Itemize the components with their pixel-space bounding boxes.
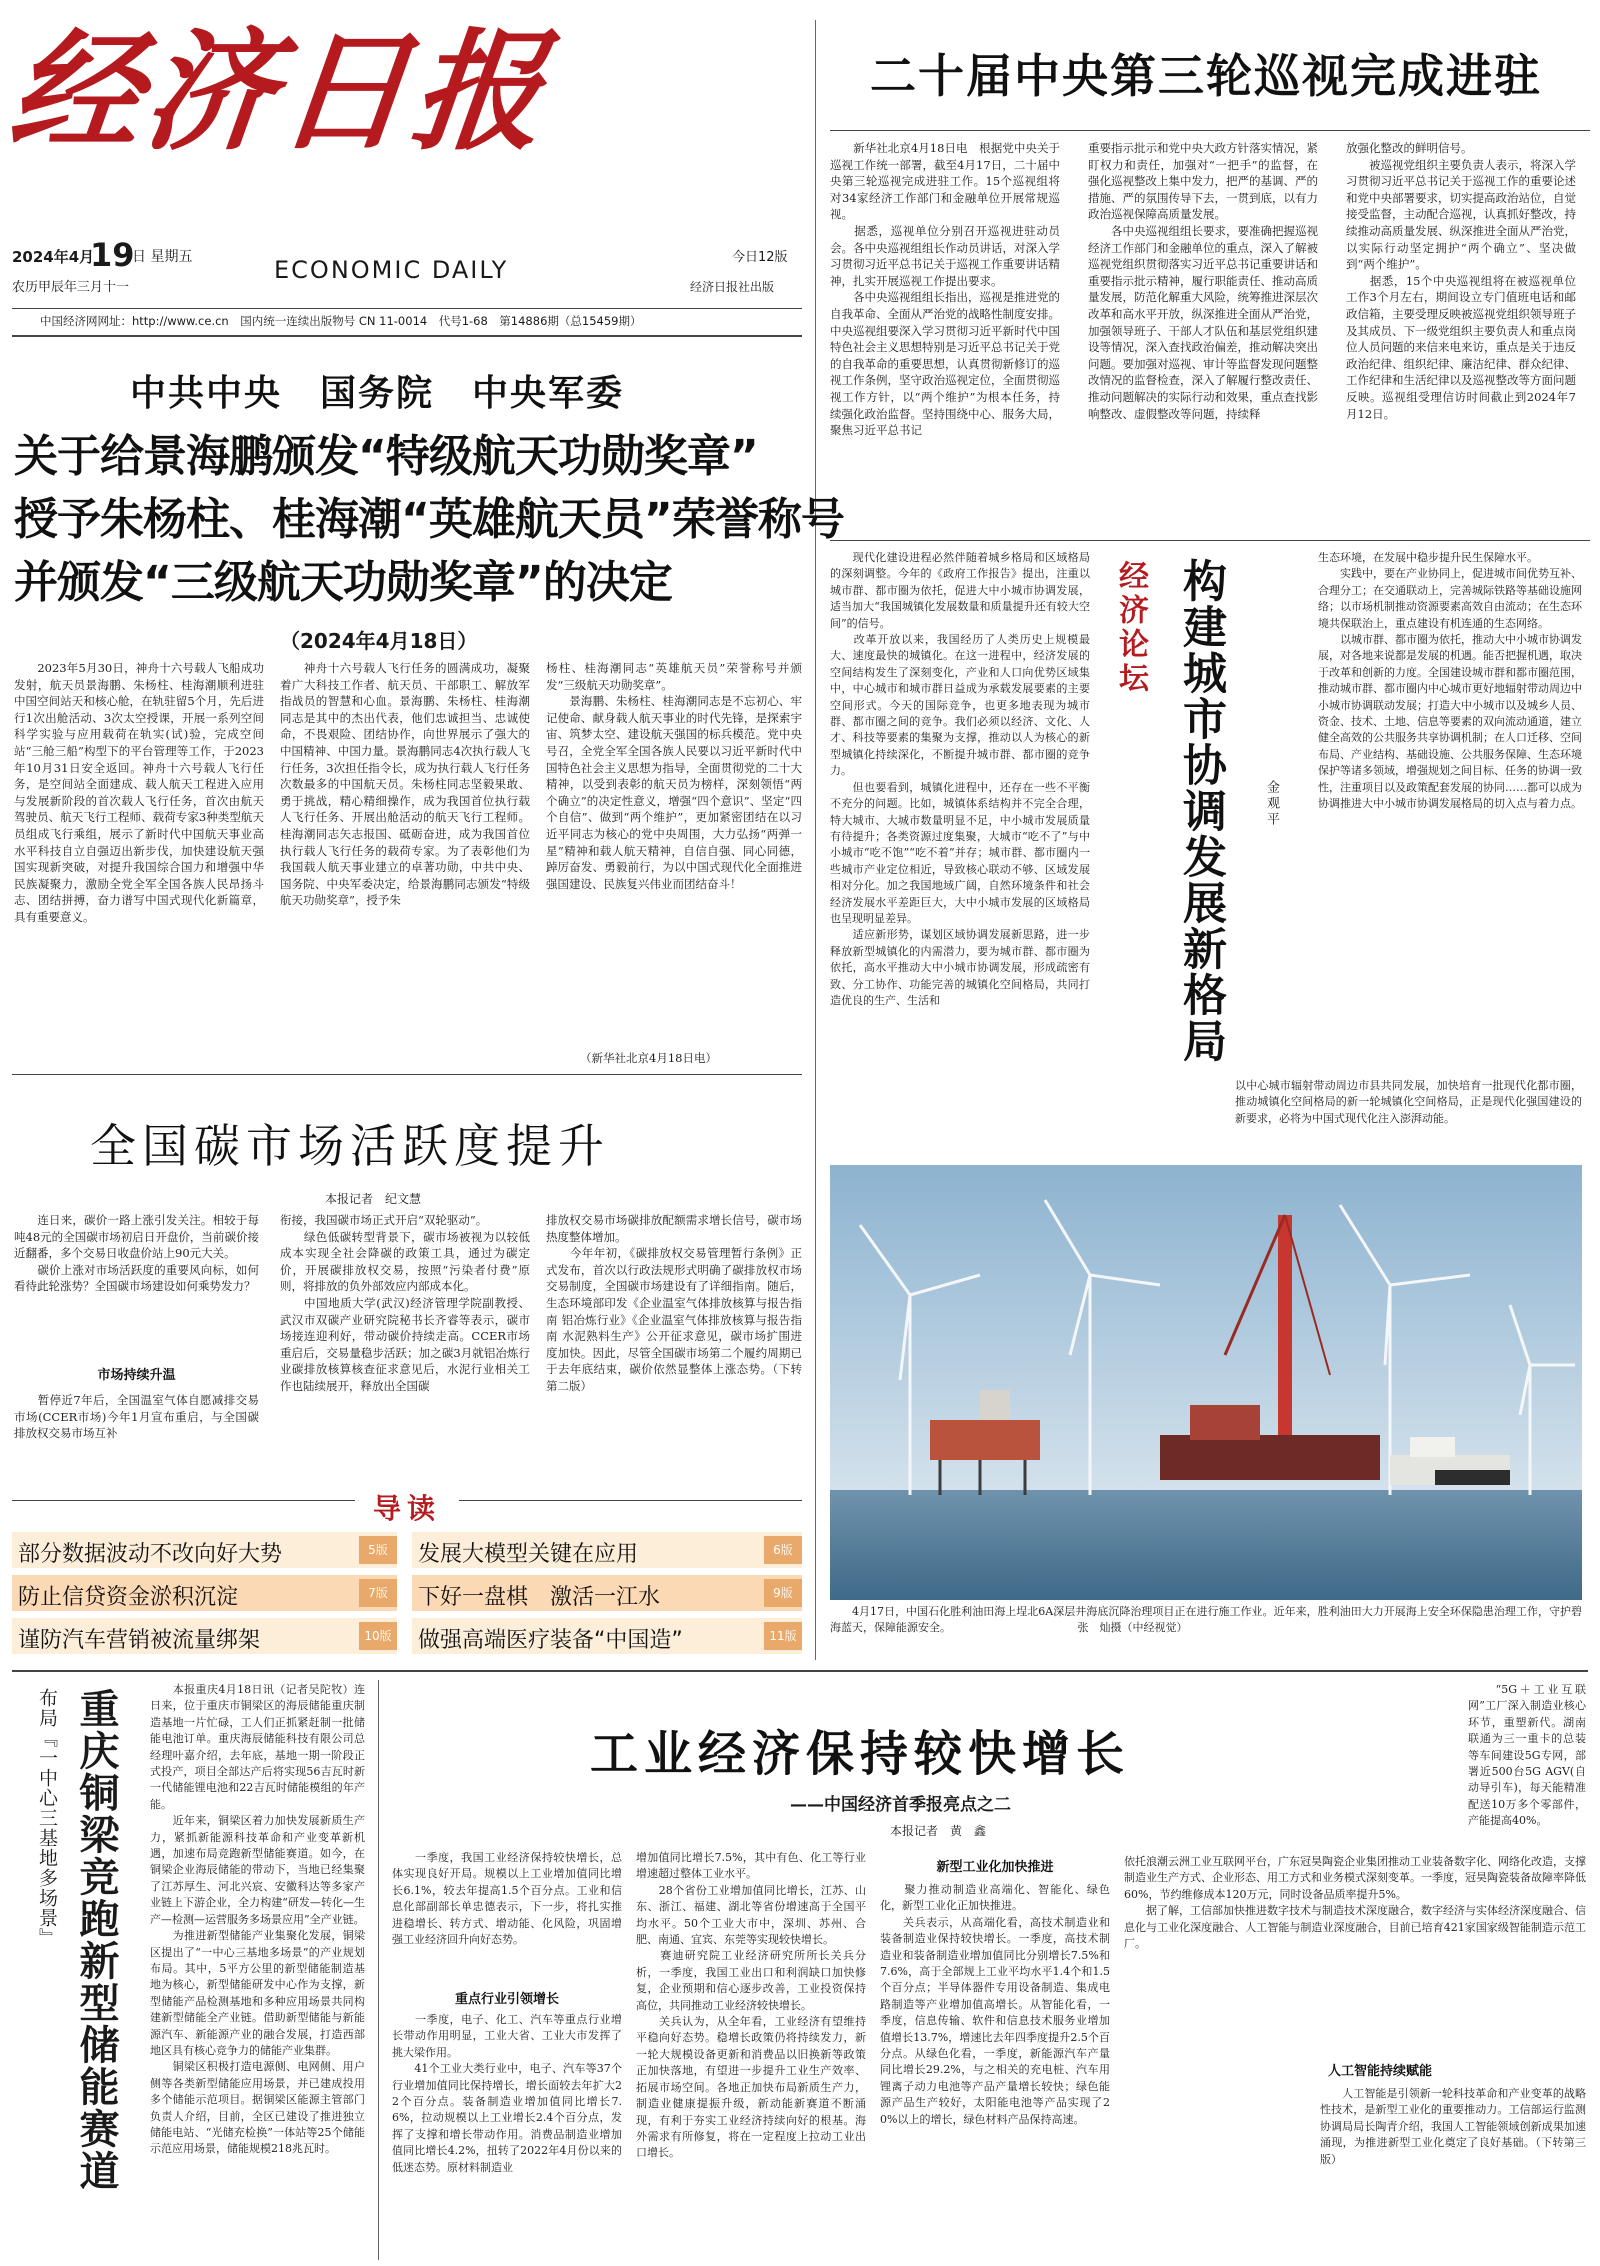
industry-col-4b: 人工智能是引领新一轮科技革命和产业变革的战略性技术，是新型工业化的重要推动力。工信部运行监测协调局局长陶青介绍，我国人工智能领域创新成果加速涌现，为推进新型工业化奠定了良好基础。（下转第三版） [1320,2087,1586,2166]
carbon-col-1b: 暂停近7年后，全国温室气体自愿减排交易市场(CCER市场)今年1月宣布重启，与全国碳排放权交易市场互补 [14,1393,259,1441]
award-col-2: 神舟十六号载人飞行任务的圆满成功，凝聚着广大科技工作者、航天员、干部职工、解放军指战员的智慧和心血。景海鹏、朱杨柱、桂海潮同志是其中的杰出代表，他们忠诚担当、忠诚使命，不畏艰险、团结协作，向世界展示了强大的中国精神、中国力量。景海鹏同志4次执行载人飞行任务，3次担任指令长，成为执行载人飞行任务次数最多的中国航天员。朱杨柱同志坚毅果敢、勇于挑战，精心精细操作，成为我国首位执行载人飞行任务、开展出舱活动的航天飞行工程师。桂海潮同志矢志报国、砥砺奋进，成为我国首位执行载人飞行任务的载荷专家。为了表彰他们为我国载人航天事业建立的卓著功勋，中共中央、国务院、中央军委决定，给景海鹏同志颁发“特级航天功勋奖章”，授予朱 [280,661,530,908]
xunshi-headline: 二十届中央第三轮巡视完成进驻 [870,49,1542,103]
award-org: 中共中央 国务院 中央军委 [130,373,625,414]
industry-col-2: 增加值同比增长7.5%，其中有色、化工等行业增速超过整体工业水平。 28个省份工业增加值同比增长，江苏、山东、浙江、福建、湖北等省份增速高于全国平均水平。50个工业大市中，深圳、苏州、合肥、南通、宜宾、东莞等实现较快增长。 赛迪研究院工业经济研究所所长关兵分析，一季度，我国工业出口和利润缺口加快修复，企业预期和信心逐步改善，工业投资保持高位，共同推动工业经济较快增长。 关兵认为，从全年看，工业经济有望维持平稳向好态势。稳增长政策仍将持续发力，新一轮大规模设备更新和消费品以旧换新等政策正加快落地，有望进一步提升工业生产效率、拓展市场空间。各地正加快布局新质生产力，制造业健康提振升级，新动能新赛道不断涌现，有利于夯实工业经济持续向好的根基。海外需求有所修复，将在一定程度上拉动工业出口增长。 [636,1851,866,2160]
news-photo [830,1165,1582,1600]
industry-subhead-1: 重点行业引领增长 [454,1992,559,2007]
award-byline: （新华社北京4月18日电） [580,1051,717,1065]
issue-day: 19 [90,236,135,274]
industry-col-1b: 一季度，电子、化工、汽车等重点行业增长带动作用明显，工业大省、工业大市发挥了挑大梁作用。 41个工业大类行业中，电子、汽车等37个行业增加值同比保持增长，增长面较去年扩大22个百分点。装备制造业增加值同比增长7.6%，拉动规模以上工业增长2.4个百分点，发挥了支撑和增长带动作用。消费品制造业增加值同比增长4.2%，扭转了2022年4月份以来的低迷态势。原材料制造业 [392,2013,622,2174]
daodu-item-page: 7版 [359,1579,397,1607]
chongqing-kicker: 布局『一中心三基地多场景』 [36,1688,58,1948]
daodu-item-label: 防止信贷资金淤积沉淀 [18,1585,239,1610]
chongqing-headline: 重庆铜梁竞跑新型储能赛道 [73,1688,119,2192]
daodu-item[interactable] [412,1575,802,1611]
carbon-col-3: 排放权交易市场碳排放配额需求增长信号，碳市场热度整体增加。 今年年初，《碳排放权交易管理暂行条例》正式发布，首次以行政法规形式明确了碳排放权市场交易制度，全国碳市场建设有了详细指南。随后，生态环境部印发《企业温室气体排放核算与报告指南 铝冶炼行业》《企业温室气体排放核算与报告指南 水泥熟料生产》公开征求意见，碳市场扩围进度加快。因此，尽管全国碳市场第二个履约周期已于去年底结束，碳价依然显整体上涨态势。（下转第二版） [546,1213,802,1393]
carbon-byline: 本报记者 纪文慧 [325,1192,422,1206]
forum-tag [1108,560,1150,710]
offshore-platform-photo [830,1165,1582,1600]
industry-col-4a: 依托浪潮云洲工业互联网平台，广东冠昊陶瓷企业集团推动工业装备数字化、网络化改造，支撑制造业生产方式、企业形态、用工方式和业务模式深刻变革。一季度，冠昊陶瓷装备故障率降低60%，节约维修成本120万元，同时设备品质率提升5%。 据了解，工信部加快推进数字技术与制造技术深度融合，数字经济与实体经济深度融合、信息化与工业化深度融合、人工智能与制造业深度融合，目前已培育421家国家级智能制造示范工厂。 [1124,1855,1586,1951]
daodu-item-page: 6版 [764,1536,802,1564]
xunshi-col-1: 新华社北京4月18日电 根据党中央关于巡视工作统一部署，截至4月17日，二十届中央第三轮巡视完成进驻工作。15个巡视组将对34家经济工作部门和金融单位开展常规巡视。 据悉，巡视单位分别召开巡视进驻动员会。各中央巡视组组长作动员讲话，对深入学习贯彻习近平总书记关于巡视工作重要讲话精神，扎实开展巡视工作提出要求。 各中央巡视组组长指出，巡视是推进党的自我革命、全面从严治党的战略性制度安排。中央巡视组要深入学习贯彻习近平新时代中国特色社会主义思想特别是习近平总书记关于党的自我革命的重要思想，认真贯彻新修订的巡视工作条例，坚守政治巡视定位，全面贯彻巡视工作方针，以“两个维护”为根本任务，持续强化政治监督。坚持围绕中心、服务大局，聚焦习近平总书记 [830,141,1060,438]
forum-col-1: 现代化建设进程必然伴随着城乡格局和区域格局的深刻调整。今年的《政府工作报告》提出，注重以城市群、都市圈为依托，促进大中小城市协调发展，适当加大“我国城镇化发展数量和质量提升还有较大空间”的信号。 改革开放以来，我国经历了人类历史上规模最大、速度最快的城镇化。在这一进程中，经济发展的空间结构发生了深刻变化，产业和人口向优势区域集中，中心城市和城市群日益成为承载发展要素的主要空间形式。今天的国际竞争，也更多地表现为城市群、都市圈之间的竞争。我们必须以经济、文化、人才、科技等要素的集聚为支撑，推动以人为核心的新型城镇化持续深化，不断提升城市群、都市圈的竞争力。 但也要看到，城镇化进程中，还存在一些不平衡不充分的问题。比如，城镇体系结构并不完全合理，特大城市、大城市数量明显不足，中小城市发展质量有待提升；各类资源过度集聚，大城市“吃不了”与中小城市“吃不饱”“吃不着”并存；城市群、都市圈内一些城市产业定位相近，导致核心联动不够、区域发展相对分化。加之我国地域广阔，自然环境条件和社会经济发展水平差距巨大，大中小城市发展的区域格局也呈现明显差异。 适应新形势，谋划区域协调发展新思路，进一步释放新型城镇化的内需潜力，要为城市群、都市圈为依托，高水平推动大中小城市协调发展，形成疏密有致、分工协作、功能完善的城镇化空间格局，共同打造优良的生产、生活和 [830,551,1090,1007]
platform [930,1420,1040,1460]
xunshi-col-3: 放强化整改的鲜明信号。 被巡视党组织主要负责人表示，将深入学习贯彻习近平总书记关于巡视工作的重要论述和党中央部署要求，切实提高政治站位，自觉接受监督，主动配合巡视，认真抓好整改，持续推动高质量发展、纵深推进全面从严治党，以实际行动坚定拥护“两个确立”、坚决做到“两个维护”。 据悉，15个中央巡视组将在被巡视单位工作3个月左右，期间设立专门值班电话和邮政信箱，主要受理反映被巡视党组织领导班子及其成员、下一级党组织主要负责人和重点岗位人员问题的来信来电来访，重点是关于违反政治纪律、组织纪律、廉洁纪律、群众纪律、工作纪律和生活纪律以及巡视整改等方面问题反映。巡视组受理信访时间截止到2024年7月12日。 [1346,141,1576,421]
xunshi-col-2: 重要指示批示和党中央大政方针落实情况，紧盯权力和责任，加强对“一把手”的监督，在强化巡视整改上集中发力，把严的基调、严的措施、严的氛围传导下去，一贯到底，以有力政治巡视保障高质量发展。 各中央巡视组组长要求，要准确把握巡视经济工作部门和金融单位的重点，深入了解被巡视党组织贯彻落实习近平总书记重要讲话和重要指示批示精神，履行职能责任、推动高质量发展，防范化解重大风险，统筹推进深层次改革和高水平开放，纵深推进全面从严治党，加强领导班子、干部人才队伍和基层党组织建设等情况，深入查找政治偏差，推动解决突出问题。要加强对巡视、审计等监督发现问题整改情况的监督检查，深入了解履行整改责任、推动问题解决的实际行动和效果，重点查找影响整改、虚假整改等问题，持续释 [1088,141,1318,421]
forum-closing: 以中心城市辐射带动周边市县共同发展，加快培育一批现代化都市圈，推动城镇化空间格局的新一轮城镇化空间格局，正是现代化强国建设的新要求，必将为中国式现代化注入澎湃动能。 [1235,1079,1582,1125]
industry-subhead-2: 新型工业化加快推进 [936,1860,1054,1875]
daodu-item[interactable] [412,1618,802,1654]
industry-subhead: ——中国经济首季报亮点之二 [790,1795,1011,1815]
newspaper-logo: 经济日报 [3,15,556,168]
industry-col-1a: 一季度，我国工业经济保持较快增长，总体实现良好开局。规模以上工业增加值同比增长6.1%，较去年提高1.5个百分点。工业和信息化部副部长单忠德表示，下一步，将扎实推进稳增长、转方式、增动能、化风险，巩固增强工业经济回升向好态势。 [392,1851,622,1947]
daodu-item-label: 发展大模型关键在应用 [418,1542,639,1567]
daodu-item-label: 下好一盘棋 激活一江水 [418,1585,661,1610]
daodu-item-page: 5版 [359,1536,397,1564]
masthead-info: 中国经济网网址：http://www.ce.cn 国内统一连续出版物号 CN 11-0014 代号1-68 第14886期（总15459期） [40,314,642,328]
masthead-date-row [12,236,792,306]
daodu-item[interactable] [12,1532,397,1568]
industry-subhead-3: 人工智能持续赋能 [1327,2064,1432,2079]
award-col-1: 2023年5月30日，神舟十六号载人飞船成功发射，航天员景海鹏、朱杨柱、桂海潮顺利进驻中国空间站天和核心舱，在轨驻留5个月，先后进行1次出舱活动、3次太空授课，开展一系列空间科学实验与应用载荷在轨实(试)验，完成空间站“三舱三船”构型下的平台管理等工作，于2023年10月31日安全返回。神舟十六号载人飞行任务，是空间站全面建成、载人航天工程进入应用与发展新阶段的首次载人飞行任务，首次由航天驾驶员、航天飞行工程师、载荷专家3种类型航天员组成飞行乘组，展示了新时代中国航天事业高水平科技自立自强迈出新步伐，加快建设航天强国实现新突破，对提升我国综合国力和增强中华民族凝聚力，激励全党全军全国各族人民昂扬斗志、团结拼搏，奋力谱写中国式现代化新篇章，具有重要意义。 [14,661,264,924]
publisher: 经济日报社出版 [690,280,775,294]
barge [1160,1435,1380,1480]
award-title-3: 并颁发“三级航天功勋奖章”的决定 [14,557,672,608]
carbon-subhead: 市场持续升温 [97,1368,176,1383]
industry-sidebar-top: “5G＋工业互联网”工厂深入制造业核心环节，重塑新代。湖南联通为三一重卡的总装等车间建设5G专网，部署近500台5G AGV(自动导引车)，每天能精准配送10万多个零部件，产能提高40%。 [1468,1683,1586,1828]
daodu-item-page: 10版 [359,1622,397,1650]
daodu-item[interactable] [12,1618,397,1654]
daodu-item[interactable] [12,1575,397,1611]
forum-headline: 构建城市协调发展新格局 [1175,558,1226,1064]
english-title: ECONOMIC DAILY [274,256,509,284]
carbon-col-1a: 连日来，碳价一路上涨引发关注。相较于每吨48元的全国碳市场初启日开盘价，当前碳价接近翻番，多个交易日收盘价站上90元大关。 碳价上涨对市场活跃度的重要风向标，如何看待此轮涨势？全国碳市场建设如何乘势发力？ [14,1213,259,1294]
daodu-item-label: 谨防汽车营销被流量绑架 [18,1628,261,1653]
industry-col-3: 聚力推动制造业高端化、智能化、绿色化，新型工业化正加快推进。 关兵表示，从高端化看，高技术制造业和装备制造业保持较快增长。一季度，高技术制造业和装备制造业增加值同比分别增长7.5%和7.6%，高于全部规上工业平均水平1.4个和1.5个百分点；半导体器件专用设备制造、集成电路制造等产业增加值高增长。从智能化看，一季度，信息传输、软件和信息技术服务业增加值增长13.7%，增速比去年四季度提升2.5个百分点。从绿色化看，一季度，新能源汽车产量同比增长29.2%，与之相关的充电桩、汽车用锂离子动力电池等产品产量增长较快；绿色能源产品生产较好，太阳能电池等产品实现了20%以上的增长，绿色材料产品保持高速。 [880,1883,1110,2126]
award-title-2: 授予朱杨柱、桂海潮“英雄航天员”荣誉称号 [14,494,844,545]
chongqing-body: 本报重庆4月18日讯（记者吴陀牧）连日来，位于重庆市铜梁区的海辰储能重庆制造基地一片忙碌，工人们正抓紧赶制一批储能电池订单。重庆海辰储能科技有限公司总经理叶嘉介绍，去年底，基地一期一阶段正式投产，项目全部达产后将实现56吉瓦时新一代储能锂电池和22吉瓦时储能模组的年产能。 近年来，铜梁区着力加快发展新质生产力，紧抓新能源科技革命和产业变革新机遇，加速布局竞跑新型储能赛道。如今，在铜梁企业海辰储能的带动下，当地已经集聚了江苏厚生、河北兴宸、安徽科达等多家产业链上下游企业，全力构建“研发—转化—生产—检测—运营服务多场景应用”全产业链。 为推进新型储能产业集聚化发展，铜梁区提出了“一中心三基地多场景”的产业规划布局。其中，5平方公里的新型储能制造基地为核心，新型储能研发中心作为支撑，新型储能产品检测基地和多种应用场景共同构建新型储能全产业链。借助新型储能与新能源汽车、新能源产业的融合发展，打造西部地区具有核心竞争力的储能产业集群。 铜梁区积极打造电源侧、电网侧、用户侧等各类新型储能应用场景，并已建成投用多个储能示范项目。据铜梁区能源主管部门负责人介绍，目前，全区已建设了推进独立储能电站、“光储充检换”一体站等25个储能示范应用场景，储能规模218兆瓦时。 [150,1683,365,2156]
award-col-3: 杨柱、桂海潮同志“英雄航天员”荣誉称号并颁发“三级航天功勋奖章”。 景海鹏、朱杨柱、桂海潮同志是不忘初心、牢记使命、献身载人航天事业的时代先锋，是探索宇宙、筑梦太空、建设航天强国的标兵模范。党中央号召，全党全军全国各族人民要以习近平新时代中国特色社会主义思想为指导，全面贯彻党的二十大精神，以受到表彰的航天员为榜样，深刻领悟“两个确立”的决定性意义，增强“四个意识”、坚定“四个自信”、做到“两个维护”，更加紧密团结在以习近平同志为核心的党中央周围，大力弘扬“两弹一星”精神和载人航天精神，自信自强、同心同德，踔厉奋发、勇毅前行，为以中国式现代化全面推进强国建设、民族复兴伟业而团结奋斗！ [546,661,802,891]
daodu-item-page: 9版 [764,1579,802,1607]
daodu-title: 导读 [355,1487,459,1527]
daodu-box [12,1530,802,1660]
forum-author: 金观平 [1264,780,1279,828]
award-title-1: 关于给景海鹏颁发“特级航天功勋奖章” [14,431,758,482]
daodu-item-page: 11版 [764,1622,802,1650]
daodu-item-label: 做强高端医疗装备“中国造” [418,1628,683,1653]
industry-byline: 本报记者 黄 鑫 [890,1824,987,1838]
lunar-date: 农历甲辰年三月十一 [12,280,130,295]
forum-col-2: 生态环境，在发展中稳步提升民生保障水平。 实践中，要在产业协同上，促进城市间优势互补、合理分工；在交通联动上，完善城际铁路等基础设施网络；以市场机制推动资源要素高效自由流动；在生态环境共保联治上，重点建设有机连通的生态网络。 以城市群、都市圈为依托，推动大中小城市协调发展，对各地来说都是发展的机遇。能否把握机遇，取决于改革和创新的力度。全国建设城市群和都市圈范围，推动城市群、都市圈内中心城市更好地辐射带动周边中小城市协调联动发展；打造大中小城市以及城乡人员、资金、技术、土地、信息等要素的双向流动通道，建立健全高效的公共服务共享协调机制；在人口迁移、空间布局、产业结构、基础设施、公共服务保障、生态环境保护等诸多领域，增强规划之间目标、任务的协调一致性，注重项目以及政策配套发展的协同……都可以成为协调推进大中小城市协调发展格局的切入点与着力点。 [1318,551,1582,811]
award-date: （2024年4月18日） [280,629,478,653]
photo-caption: 4月17日，中国石化胜利油田海上埕北6A深层井海底沉降治理项目正在进行施工作业。近年来，胜利油田大力开展海上安全环保隐患治理工作，守护碧海蓝天，保障能源安全。 张 灿摄（中经视觉） [830,1605,1582,1634]
industry-headline: 工业经济保持较快增长 [590,1726,1131,1782]
carbon-col-2: 衔接，我国碳市场正式开启“双轮驱动”。 绿色低碳转型背景下，碳市场被视为以较低成本实现全社会降碳的政策工具，通过为碳定价，开展碳排放权交易，按照“污染者付费”原则，将排放的负外部效应内部成本化。 中国地质大学(武汉)经济管理学院副教授、武汉市双碳产业研究院秘书长齐睿等表示，碳市场接连迎利好，带动碳价持续走高。CCER市场重启后，交易量稳步活跃；加之碳3月就铝冶炼行业碳排放核算核查征求意见后，水泥行业相关工作也陆续展开，释放出全国碳 [280,1213,530,1393]
edition-count: 今日12版 [732,250,788,265]
carbon-headline: 全国碳市场活跃度提升 [90,1119,610,1173]
forum-headline-box [1168,558,1238,1078]
issue-date: 2024年4月 [12,248,95,266]
forum-tag-text: 经济论坛 [1113,560,1148,696]
issue-weekday: 日 星期五 [132,249,193,265]
daodu-item[interactable] [412,1532,802,1568]
daodu-item-label: 部分数据波动不改向好大势 [18,1542,283,1567]
